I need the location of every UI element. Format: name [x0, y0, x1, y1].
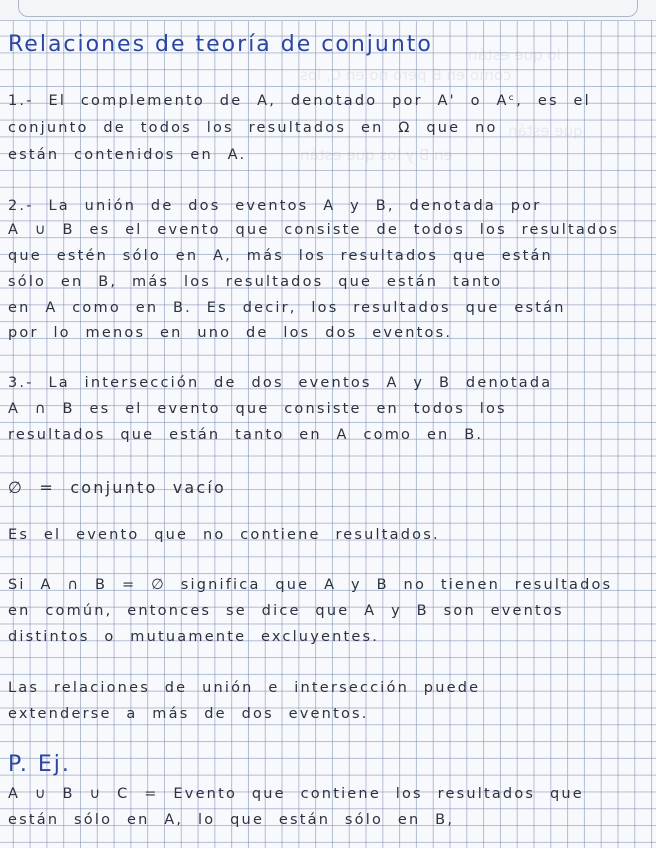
empty-set-description: Es el evento que no contiene resultados. [8, 527, 440, 543]
section-1-line: están contenidos en A. [8, 147, 247, 163]
section-2-line: que estén sólo en A, más los resultados que están [8, 248, 553, 264]
section-2-line: 2.- La unión de dos eventos A y B, denotada por [8, 198, 542, 214]
section-2-line: por lo menos en uno de los dos eventos. [8, 325, 453, 341]
example-heading: P. Ej. [8, 752, 71, 777]
notebook-binding-tab [18, 0, 638, 17]
section-1-line: conjunto de todos los resultados en Ω que no [8, 120, 498, 136]
extension-line: extenderse a más de dos eventos. [8, 706, 369, 722]
extension-line: Las relaciones de unión e intersección puede [8, 680, 481, 696]
bleed-through-text: como en B pero no en C, los [300, 66, 512, 84]
bleed-through-text: lo que están [468, 46, 561, 64]
section-3-line: 3.- La intersección de dos eventos A y B denotada [8, 375, 553, 391]
section-2-line: en A como en B. Es decir, los resultados que están [8, 300, 566, 316]
notebook-top-margin [0, 0, 656, 21]
bleed-through-text: en B y los que están [300, 146, 453, 164]
exclusive-events-line: en común, entonces se dice que A y B son eventos [8, 603, 564, 619]
empty-set-definition: ∅ = conjunto vacío [8, 478, 227, 497]
example-line: están sólo en A, lo que están sólo en B, [8, 812, 455, 828]
section-2-line: sólo en B, más los resultados que están tanto [8, 274, 503, 290]
exclusive-events-line: Si A ∩ B = ∅ significa que A y B no tienen resultados [8, 577, 613, 593]
section-2-line: A ∪ B es el evento que consiste de todos los resultados [8, 222, 620, 238]
exclusive-events-line: distintos o mutuamente excluyentes. [8, 629, 380, 645]
section-3-line: resultados que están tanto en A como en B. [8, 427, 484, 443]
page-title: Relaciones de teoría de conjunto [8, 32, 433, 57]
example-line: A ∪ B ∪ C = Evento que contiene los resultados que [8, 786, 584, 802]
bleed-through-text: que están [508, 122, 583, 140]
section-1-line: 1.- El complemento de A, denotado por A' o Aᶜ, es el [8, 93, 591, 109]
section-3-line: A ∩ B es el evento que consiste en todos los [8, 401, 507, 417]
